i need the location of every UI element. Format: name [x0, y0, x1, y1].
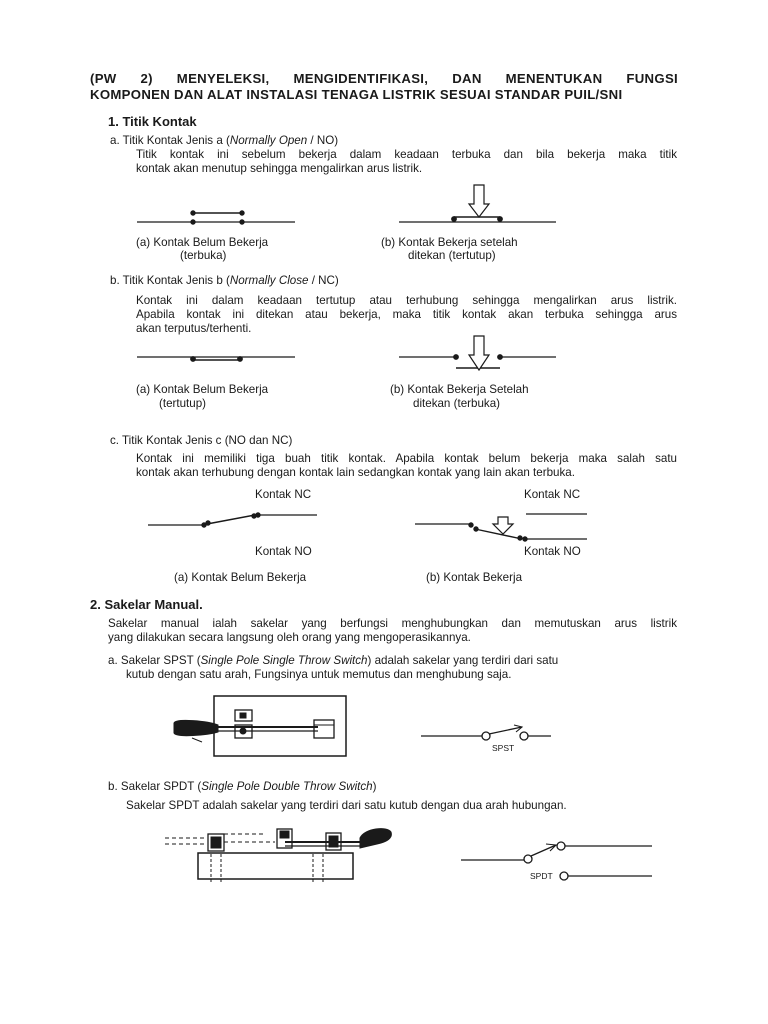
spst-knife-switch-illustration	[168, 690, 353, 760]
caption-no-open-1: (a) Kontak Belum Bekerja	[136, 236, 269, 249]
spdt-prefix: b. Sakelar SPDT (	[108, 780, 202, 793]
paragraph-line: Apabila kontak ini ditekan atau bekerja, maka titik kontak akan terbuka sehingga arus	[136, 307, 677, 321]
contact-type-b-heading	[110, 274, 339, 288]
spst-symbol	[418, 718, 558, 758]
no-nc-contact-pressed-diagram	[412, 508, 592, 544]
caption-nc-pressed-1: (b) Kontak Bekerja Setelah	[390, 383, 529, 396]
paragraph-line: yang dilakukan secara langsung oleh orang yang mengoperasikannya.	[108, 630, 471, 644]
caption-nc-closed-2: (tertutup)	[159, 397, 207, 410]
type-a-prefix: a. Titik Kontak Jenis a (	[110, 134, 230, 147]
contact-type-a-heading	[110, 134, 338, 148]
section-1-heading: 1. Titik Kontak	[108, 114, 197, 129]
paragraph-line: kontak akan terhubung dengan kontak lain sedangkan kontak yang lain akan terbuka.	[136, 465, 575, 479]
spdt-symbol-label: SPDT	[530, 871, 553, 881]
contact-type-b-paragraph	[136, 294, 677, 335]
spdt-knife-switch-illustration	[165, 820, 397, 888]
document-title	[90, 71, 678, 103]
spst-symbol-label: SPST	[492, 743, 515, 753]
label-kontak-nc-left: Kontak NC	[255, 488, 312, 501]
section-2-heading: 2. Sakelar Manual.	[90, 597, 203, 612]
nc-contact-pressed-diagram	[396, 335, 561, 380]
spdt-description: Sakelar SPDT adalah sakelar yang terdiri dari satu kutub dengan dua arah hubungan.	[126, 799, 567, 812]
spst-description: kutub dengan satu arah, Fungsinya untuk memutus dan menghubung saja.	[126, 668, 512, 681]
caption-no-open-2: (terbuka)	[180, 249, 227, 262]
paragraph-line: akan terputus/terhenti.	[136, 321, 252, 335]
label-kontak-no-left: Kontak NO	[255, 545, 312, 558]
paragraph-line: Titik kontak ini sebelum bekerja dalam keadaan terbuka dan bila bekerja maka titik	[136, 148, 677, 161]
spdt-symbol	[458, 835, 658, 885]
no-contact-open-diagram	[130, 205, 310, 235]
paragraph-line: Sakelar manual ialah sakelar yang berfungsi menghubungkan dan memutuskan arus listrik	[108, 617, 677, 630]
contact-type-c-paragraph	[136, 452, 677, 480]
section-2-paragraph	[108, 617, 677, 645]
spdt-italic: Single Pole Double Throw Switch	[201, 780, 373, 793]
nc-contact-closed-diagram	[130, 348, 310, 368]
type-b-italic: Normally Close	[229, 274, 309, 287]
caption-nc-pressed-2: ditekan (terbuka)	[413, 397, 500, 410]
spdt-heading	[108, 780, 377, 794]
spst-italic: Single Pole Single Throw Switch	[200, 654, 368, 667]
label-kontak-nc-right: Kontak NC	[524, 488, 581, 501]
paragraph-line: Kontak ini dalam keadaan tertutup atau terhubung sehingga mengalirkan arus listrik.	[136, 294, 677, 307]
caption-no-pressed-1: (b) Kontak Bekerja setelah	[381, 236, 518, 249]
type-b-suffix: / NC)	[308, 274, 339, 287]
spst-heading	[108, 654, 558, 668]
paragraph-line: Kontak ini memiliki tiga buah titik kontak. Apabila kontak belum bekerja maka salah satu	[136, 452, 677, 465]
no-contact-pressed-diagram	[396, 184, 561, 229]
no-nc-contact-rest-diagram	[145, 505, 325, 535]
caption-no-pressed-2: ditekan (tertutup)	[408, 249, 496, 262]
caption-c-rest: (a) Kontak Belum Bekerja	[174, 571, 307, 584]
title-line-2: KOMPONEN DAN ALAT INSTALASI TENAGA LISTRIK SESUAI STANDAR PUIL/SNI	[90, 87, 623, 102]
spst-prefix: a. Sakelar SPST (	[108, 654, 201, 667]
contact-type-c-heading: c. Titik Kontak Jenis c (NO dan NC)	[110, 434, 293, 447]
type-a-suffix: / NO)	[307, 134, 339, 147]
caption-c-pressed: (b) Kontak Bekerja	[426, 571, 523, 584]
paragraph-line: kontak akan menutup sehingga mengalirkan arus listrik.	[136, 161, 423, 175]
type-a-italic: Normally Open	[229, 134, 308, 147]
spst-suffix: ) adalah sakelar yang terdiri dari satu	[367, 654, 559, 667]
type-b-prefix: b. Titik Kontak Jenis b (	[110, 274, 230, 287]
spdt-suffix: )	[372, 780, 377, 793]
caption-nc-closed-1: (a) Kontak Belum Bekerja	[136, 383, 269, 396]
title-line-1: (PW 2) MENYELEKSI, MENGIDENTIFIKASI, DAN MENENTUKAN FUNGSI	[90, 71, 678, 86]
label-kontak-no-right: Kontak NO	[524, 545, 581, 558]
contact-type-a-paragraph	[136, 148, 677, 176]
